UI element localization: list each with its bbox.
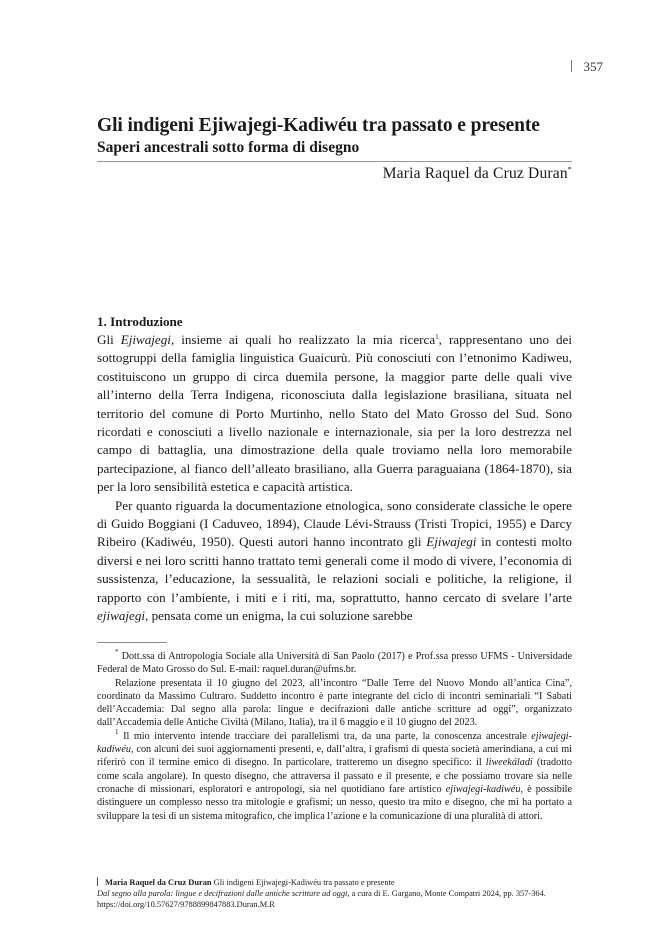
footer-doi-link[interactable]: https://doi.org/10.57627/9788899847883.Duran.M.R	[97, 900, 275, 909]
author-footnote-mark: *	[567, 165, 572, 174]
footnote-separator	[97, 642, 167, 643]
paragraph-2: Per quanto riguarda la documentazione etnologica, sono considerate classiche le opere di Guido Boggiani (I Caduveo, 1894), Claude Lévi-Strauss (Tristi Tropici, 1955) e Darcy Ribeiro (Kadiwéu, 1950). Questi autori hanno incontrato gli Ejiwajegi in contesti molto diversi e nei loro scritti hanno trattato temi generali come il modo di vivere, l’economia di sussistenza, l’educazione, la sessualità, le relazioni sociali e politiche, la religione, il rapporto con l’ambiente, i miti e i riti, ma, soprattutto, hanno cercato di svelare l’arte ejiwajegi, pensata come un enigma, la cui soluzione sarebbe	[97, 497, 572, 624]
footer-publication: , a cura di E. Gargano, Monte Compatri 2024, pp. 357-364.	[347, 889, 546, 898]
footer-author: Maria Raquel da Cruz Duran	[105, 878, 212, 887]
article-author: Maria Raquel da Cruz Duran*	[382, 165, 572, 182]
page-number: 357	[571, 59, 604, 75]
footnote-relazione: Relazione presentata il 10 giugno del 2023, all’incontro “Dalle Terre del Nuovo Mondo all’antica Cina”, coordinato da Massimo Cultraro. Suddetto incontro è parte integrante del ciclo di incontri seminariali “I Sabati dell’Accademia: Dal segno alla parola: lingue e decifrazioni dalle antiche scritture ad oggi”, organizzato dall’Accademia delle Antiche Civiltà (Milano, Italia), tra il 6 maggio e il 10 giugno del 2023.	[97, 677, 572, 729]
footnotes	[97, 650, 572, 823]
footnote-author: * Dott.ssa di Antropologia Sociale alla Università di San Paolo (2017) e Prof.ssa presso UFMS - Universidade Federal de Mato Grosso do Sul. E-mail: raquel.duran@ufms.br.	[97, 648, 572, 676]
footnote-1: $^1$ Il mio intervento intende tracciare dei parallelismi tra, da una parte, la conoscenza ancestrale ejiwajegi-kadiwéu, con alcuni dei suoi aggiornamenti presenti, e, dall’altra, i grafismi di questa società amerindiana, a cui mi riferirò con il termine emico di disegno. In particolare, tratteremo un disegno specifico: il liweekáladi (tradotto come scala angolare). In questo disegno, che attraversa il passato e il presente, e che possiamo trovare sia nelle cronache di missionari, esploratori e antropologi, sia nel quotidiano fare artistico ejiwajegi-kadiwéu, è possibile distinguere un complesso nesso tra mitologie e grafismi; un nesso, questo tra mito e disegno, che mi ha portato a sviluppare la tesi di un sistema mitografico, che implica l’azione e la comunicazione di una pluralità di attori.	[97, 727, 573, 822]
footer-book: Dal segno alla parola: lingue e decifrazioni dalle antiche scritture ad oggi	[97, 889, 348, 898]
page-number-rule	[571, 60, 572, 72]
footer-title: Gli indigeni Ejiwajegi-Kadiwéu tra passato e presente	[211, 878, 395, 887]
footer-rule	[97, 877, 98, 886]
section-heading: 1. Introduzione	[97, 314, 183, 329]
paragraph-1: Gli Ejiwajegi, insieme ai quali ho realizzato la mia ricerca$^1$, rappresentano uno dei sottogruppi della famiglia linguistica Guaicurù. Più conosciuti con l’etnonimo Kadiweu, costituiscono un gruppo di circa duemila persone, la maggior parte delle quali vive all’interno della Terra Indigena, riconosciuta dalla legislazione brasiliana, situata nel territorio del comune di Porto Murtinho, nello Stato del Mato Grosso del Sud. Sono ricordati e conosciuti a livello nazionale e internazionale, sia per la loro destrezza nel campo di battaglia, una dimostrazione della quale troviamo nella loro memorabile partecipazione, al fianco dell’alleato brasiliano, alla Guerra paraguaiana (1864-1870), sia per la loro sensibilità estetica e capacità artistica.	[97, 332, 572, 495]
footnote-ref-1[interactable]: 1	[435, 333, 439, 341]
article-header	[97, 114, 572, 184]
article-title: Gli indigeni Ejiwajegi-Kadiwéu tra passato e presente	[97, 115, 540, 136]
article-body	[97, 313, 572, 626]
page-footer	[97, 877, 597, 910]
article-subtitle: Saperi ancestrali sotto forma di disegno	[97, 138, 572, 162]
